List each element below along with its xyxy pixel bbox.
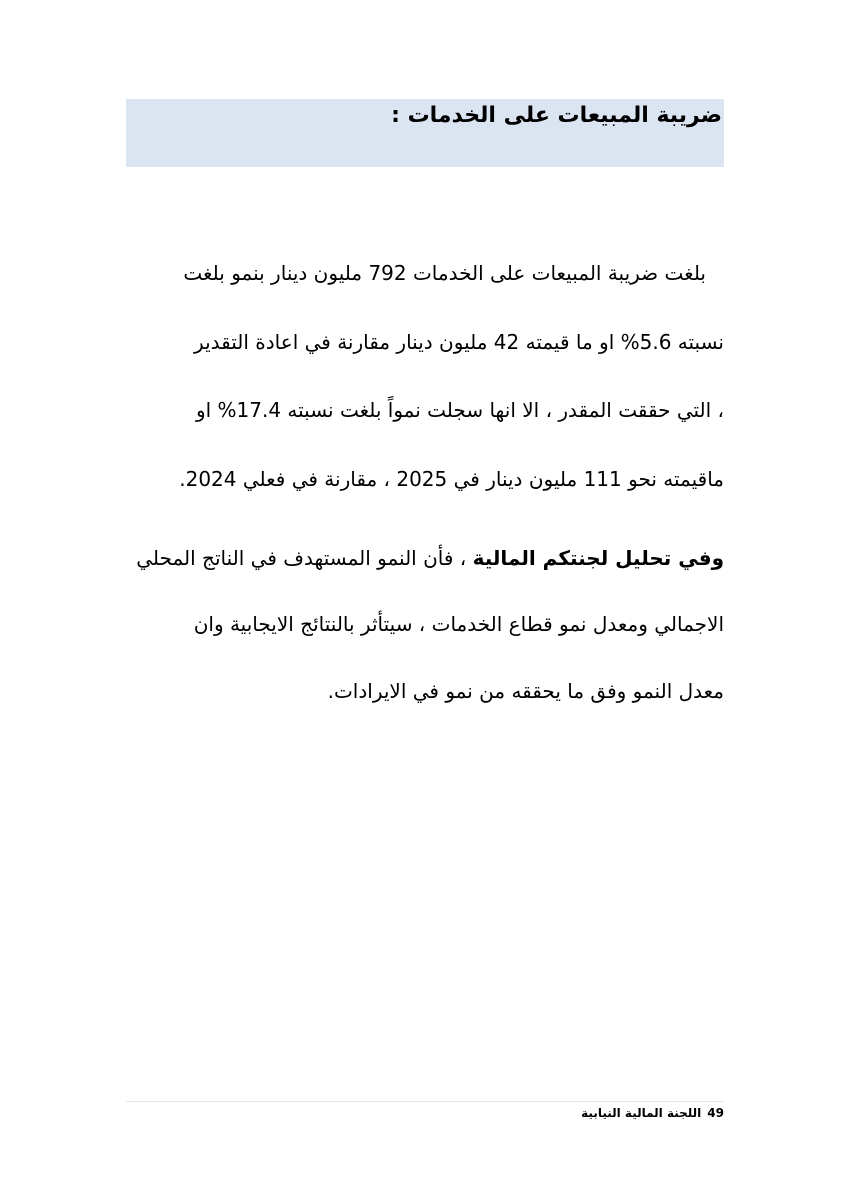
page-number: 49 (707, 1106, 724, 1120)
footer-label: اللجنة المالية النيابية (581, 1106, 702, 1120)
paragraph-line: معدل النمو وفق ما يحققه من نمو في الايرادات. (327, 679, 724, 703)
paragraph-line: ، التي حققت المقدر ، الا انها سجلت نمواً بلغت نسبته 17.4% او (195, 398, 724, 422)
analysis-rest: ، فأن النمو المستهدف في الناتج المحلي (136, 546, 473, 570)
paragraph-line: بلغت ضريبة المبيعات على الخدمات 792 مليون دينار بنمو بلغت (183, 261, 706, 285)
page-footer (581, 1104, 724, 1122)
section-heading-box (126, 99, 724, 167)
paragraph-line: نسبته 5.6% او ما قيمته 42 مليون دينار مقارنة في اعادة التقدير (194, 330, 724, 354)
analysis-line (136, 543, 724, 573)
paragraph-line: الاجمالي ومعدل نمو قطاع الخدمات ، سيتأثر بالنتائج الايجابية وان (193, 612, 724, 636)
section-heading: ضريبة المبيعات على الخدمات : (391, 103, 722, 128)
footer-divider (126, 1101, 724, 1102)
analysis-bold-phrase: وفي تحليل لجنتكم المالية (472, 546, 724, 570)
paragraph-line: ماقيمته نحو 111 مليون دينار في 2025 ، مقارنة في فعلي 2024. (179, 467, 724, 491)
